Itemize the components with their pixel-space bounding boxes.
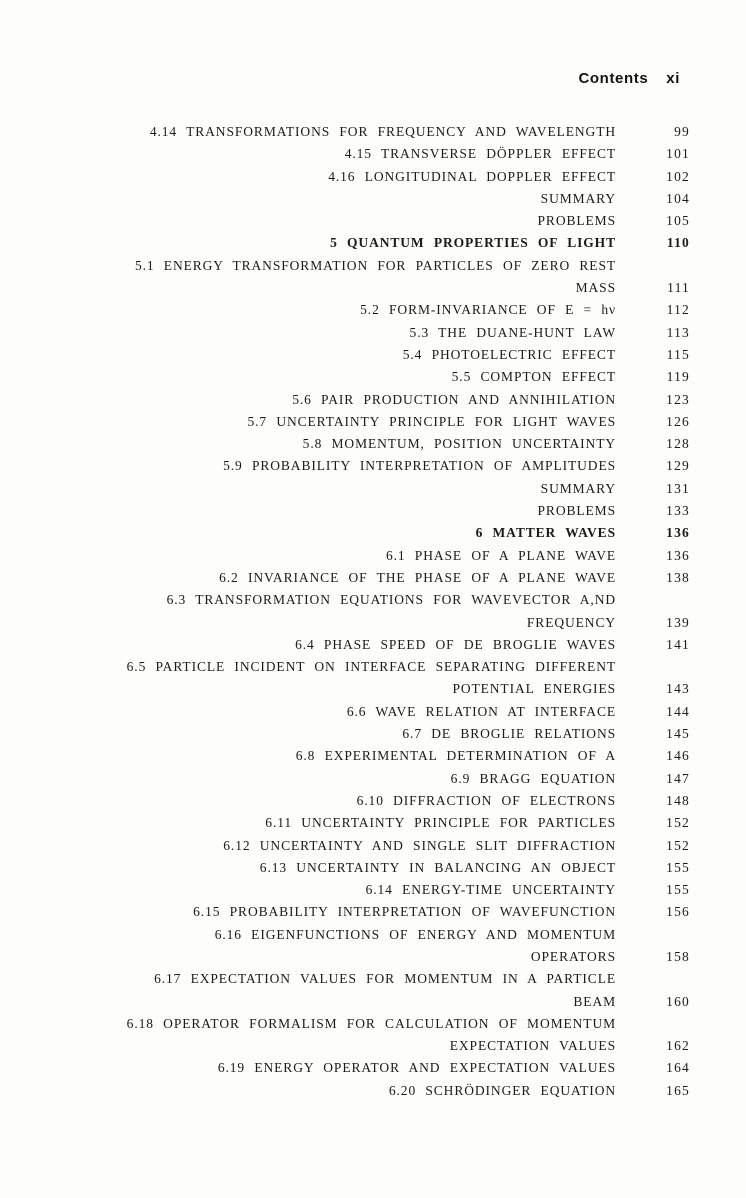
toc-row (54, 344, 690, 366)
toc-entry-page: 104 (666, 190, 690, 206)
toc-entry-page: 155 (666, 882, 690, 898)
toc-entry-title: 5.2 FORM-INVARIANCE OF E = hν (360, 302, 616, 318)
toc-entry-page: 126 (666, 413, 690, 429)
toc-row (54, 835, 690, 857)
toc-row (54, 411, 690, 433)
toc-entry-title: 6.5 PARTICLE INCIDENT ON INTERFACE SEPARATING DIFFERENT (126, 659, 616, 675)
toc-entry-page: 145 (666, 726, 690, 742)
toc-entry-page: 152 (666, 837, 690, 853)
toc-entry-title: EXPECTATION VALUES (449, 1038, 616, 1054)
toc-entry-title: 6.8 EXPERIMENTAL DETERMINATION OF A (295, 748, 616, 764)
toc-entry-page: 143 (666, 681, 690, 697)
toc-entry-title: 5.7 UNCERTAINTY PRINCIPLE FOR LIGHT WAVES (247, 413, 616, 429)
toc-entry-title: 6.18 OPERATOR FORMALISM FOR CALCULATION OF MOMENTUM (126, 1015, 616, 1031)
toc-row (54, 946, 690, 968)
toc-row (54, 143, 690, 165)
toc-entry-title: 6.9 BRAGG EQUATION (450, 770, 616, 786)
toc-entry-title: FREQUENCY (526, 614, 616, 630)
toc-entry-page: 139 (666, 614, 690, 630)
toc-entry-title: 4.14 TRANSFORMATIONS FOR FREQUENCY AND WAVELENGTH (149, 124, 616, 139)
toc-entry-title: 5.9 PROBABILITY INTERPRETATION OF AMPLITUDES (223, 458, 616, 474)
toc-row (54, 433, 690, 455)
toc-entry-title: 6.11 UNCERTAINTY PRINCIPLE FOR PARTICLES (265, 815, 616, 831)
toc-entry-page: 111 (667, 280, 690, 296)
toc-entry-page: 152 (666, 815, 690, 831)
toc-entry-title: 6.15 PROBABILITY INTERPRETATION OF WAVEFUNCTION (193, 904, 616, 920)
toc-entry-page: 162 (666, 1038, 690, 1054)
toc-row (54, 299, 690, 321)
header-page-number: xi (666, 70, 680, 87)
toc-entry-page: 155 (666, 859, 690, 875)
toc-row (54, 1057, 690, 1079)
toc-entry-page: 102 (666, 168, 690, 184)
toc-row (54, 678, 690, 700)
toc-entry-title: MASS (575, 280, 616, 296)
toc-row (54, 1035, 690, 1057)
toc-row (54, 522, 690, 544)
toc-row (54, 277, 690, 299)
toc-entry-page: 128 (666, 436, 690, 452)
toc-row (54, 1013, 690, 1035)
toc-entry-title: BEAM (573, 993, 616, 1009)
toc-row (54, 723, 690, 745)
toc-entry-title: 6.10 DIFFRACTION OF ELECTRONS (356, 792, 616, 808)
toc-entry-page: 115 (666, 346, 690, 362)
toc-row (54, 188, 690, 210)
toc-entry-page: 146 (666, 748, 690, 764)
toc-row (54, 366, 690, 388)
toc-entry-page: 138 (666, 569, 690, 585)
header-contents-label: Contents (578, 70, 649, 87)
toc-row (54, 656, 690, 678)
toc-row (54, 924, 690, 946)
toc-entry-title: OPERATORS (530, 948, 616, 964)
toc-row (54, 567, 690, 589)
toc-entry-title: 6.19 ENERGY OPERATOR AND EXPECTATION VALUES (217, 1060, 616, 1076)
toc-list (54, 121, 690, 1102)
toc-entry-title: 5.1 ENERGY TRANSFORMATION FOR PARTICLES OF ZERO REST (134, 257, 616, 273)
toc-row (54, 500, 690, 522)
toc-row (54, 322, 690, 344)
toc-entry-title: 6.14 ENERGY-TIME UNCERTAINTY (365, 882, 616, 898)
toc-row (54, 991, 690, 1013)
toc-entry-title: 5.8 MOMENTUM, POSITION UNCERTAINTY (302, 436, 616, 452)
toc-entry-page: 113 (666, 324, 690, 340)
toc-entry-title: 6 MATTER WAVES (475, 525, 616, 541)
toc-entry-title: 6.12 UNCERTAINTY AND SINGLE SLIT DIFFRACTION (223, 837, 616, 853)
toc-entry-page: 129 (666, 458, 690, 474)
toc-entry-page: 136 (666, 525, 690, 541)
toc-entry-title: 4.15 TRANSVERSE DÖPPLER EFFECT (344, 146, 616, 162)
toc-row (54, 790, 690, 812)
toc-entry-page: 136 (666, 547, 690, 563)
toc-entry-title: SUMMARY (540, 480, 616, 496)
toc-row (54, 478, 690, 500)
toc-entry-page: 147 (666, 770, 690, 786)
toc-entry-title: 6.17 EXPECTATION VALUES FOR MOMENTUM IN A PARTICLE (154, 971, 616, 987)
toc-row (54, 166, 690, 188)
toc-row (54, 857, 690, 879)
toc-entry-title: PROBLEMS (537, 503, 616, 519)
toc-entry-title: 5.5 COMPTON EFFECT (451, 369, 616, 385)
toc-row (54, 589, 690, 611)
toc-entry-title: 5.3 THE DUANE-HUNT LAW (409, 324, 616, 340)
toc-row (54, 455, 690, 477)
toc-row (54, 612, 690, 634)
toc-entry-title: 6.4 PHASE SPEED OF DE BROGLIE WAVES (295, 636, 616, 652)
toc-entry-page: 101 (666, 146, 690, 162)
toc-entry-title: 6.13 UNCERTAINTY IN BALANCING AN OBJECT (259, 859, 616, 875)
toc-entry-page: 164 (666, 1060, 690, 1076)
toc-entry-page: 99 (674, 124, 690, 139)
toc-row (54, 232, 690, 254)
toc-row (54, 701, 690, 723)
toc-entry-title: 6.3 TRANSFORMATION EQUATIONS FOR WAVEVECTOR A,ND (166, 592, 616, 608)
toc-row (54, 545, 690, 567)
toc-entry-title: PROBLEMS (537, 213, 616, 229)
toc-row (54, 879, 690, 901)
toc-entry-page: 119 (666, 369, 690, 385)
page-header (578, 70, 680, 87)
toc-row (54, 968, 690, 990)
toc-entry-title: 6.6 WAVE RELATION AT INTERFACE (346, 703, 616, 719)
toc-row (54, 745, 690, 767)
toc-row (54, 768, 690, 790)
toc-entry-page: 160 (666, 993, 690, 1009)
toc-row (54, 812, 690, 834)
toc-entry-page: 131 (666, 480, 690, 496)
toc-entry-title: 6.16 EIGENFUNCTIONS OF ENERGY AND MOMENTUM (214, 926, 616, 942)
toc-entry-page: 148 (666, 792, 690, 808)
toc-entry-page: 156 (666, 904, 690, 920)
toc-entry-page: 165 (666, 1082, 690, 1098)
toc-entry-title: 6.20 SCHRÖDINGER EQUATION (388, 1082, 616, 1098)
toc-row (54, 901, 690, 923)
toc-entry-title: POTENTIAL ENERGIES (452, 681, 616, 697)
toc-entry-page: 141 (666, 636, 690, 652)
toc-entry-title: 6.2 INVARIANCE OF THE PHASE OF A PLANE WAVE (219, 569, 616, 585)
toc-entry-title: 5.4 PHOTOELECTRIC EFFECT (402, 346, 616, 362)
toc-entry-page: 105 (666, 213, 690, 229)
toc-entry-title: 5 QUANTUM PROPERTIES OF LIGHT (330, 235, 616, 251)
toc-row (54, 389, 690, 411)
toc-entry-page: 144 (666, 703, 690, 719)
toc-row (54, 255, 690, 277)
toc-entry-title: SUMMARY (540, 190, 616, 206)
toc-entry-title: 5.6 PAIR PRODUCTION AND ANNIHILATION (292, 391, 616, 407)
toc-entry-title: 6.1 PHASE OF A PLANE WAVE (385, 547, 616, 563)
toc-entry-page: 133 (666, 503, 690, 519)
toc-entry-title: 6.7 DE BROGLIE RELATIONS (402, 726, 616, 742)
toc-row (54, 1080, 690, 1102)
toc-entry-page: 110 (666, 235, 690, 251)
toc-entry-title: 4.16 LONGITUDINAL DOPPLER EFFECT (328, 168, 616, 184)
toc-row (54, 634, 690, 656)
toc-entry-page: 112 (666, 302, 690, 318)
toc-row (54, 121, 690, 143)
toc-row (54, 210, 690, 232)
toc-entry-page: 158 (666, 948, 690, 964)
toc-entry-page: 123 (666, 391, 690, 407)
